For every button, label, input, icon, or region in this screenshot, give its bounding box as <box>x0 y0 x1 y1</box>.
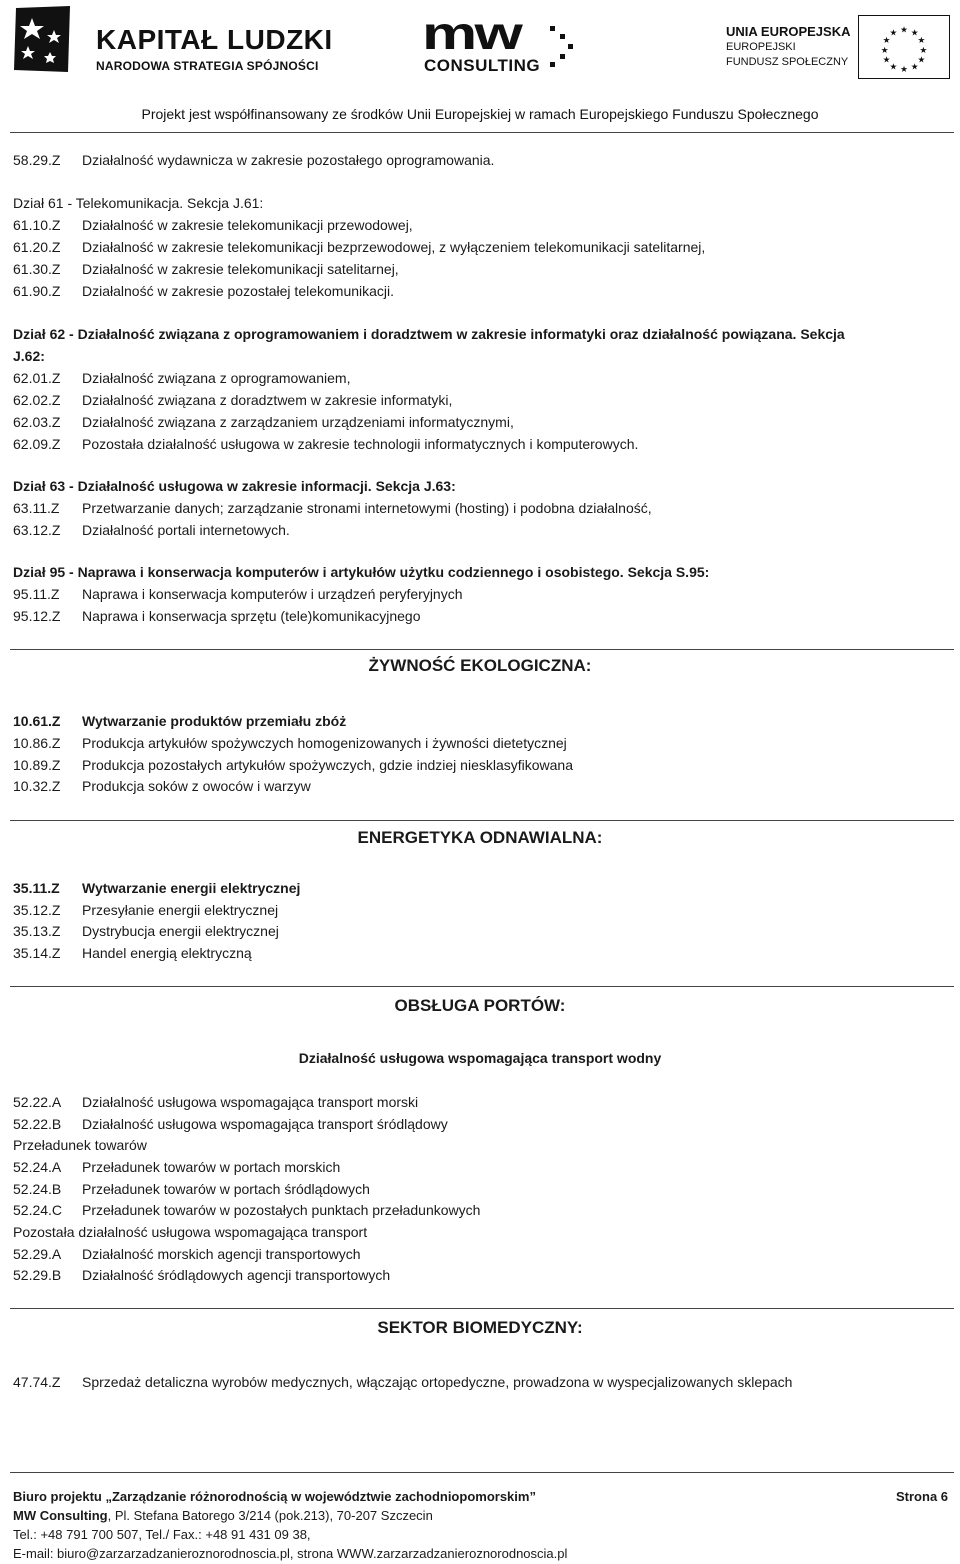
list-item <box>13 607 421 625</box>
section-title-ports: OBSŁUGA PORTÓW: <box>394 996 566 1015</box>
footer-address <box>13 1508 433 1524</box>
section-title-biomed: SEKTOR BIOMEDYCZNY: <box>377 1318 583 1337</box>
item-code: 52.22.A <box>13 1094 62 1110</box>
item-text: Działalność śródlądowych agencji transportowych <box>82 1267 391 1283</box>
list-item <box>13 901 278 919</box>
section-title-energy: ENERGETYKA ODNAWIALNA: <box>357 828 603 847</box>
item-text: Działalność związana z oprogramowaniem, <box>82 370 351 386</box>
item-code: 35.12.Z <box>13 902 61 918</box>
list-item <box>13 151 494 169</box>
item-code: 52.29.B <box>13 1267 62 1283</box>
item-text: Produkcja soków z owoców i warzyw <box>82 778 311 794</box>
kapital-ludzki-title: KAPITAŁ LUDZKI <box>96 24 333 55</box>
list-item <box>13 585 463 603</box>
mw-logo-text: mw <box>422 7 521 59</box>
item-text: Handel energią elektryczną <box>82 945 252 961</box>
list-item <box>13 922 279 940</box>
list-item <box>13 712 346 730</box>
item-text: Przesyłanie energii elektrycznej <box>82 902 279 918</box>
svg-text:★: ★ <box>882 55 891 66</box>
item-code: 61.10.Z <box>13 217 61 233</box>
footer-address-text: , Pl. Stefana Batorego 3/214 (pok.213), 70-207 Szczecin <box>107 1508 433 1523</box>
list-item <box>13 1266 390 1284</box>
item-code: 62.01.Z <box>13 370 61 386</box>
item-code: 52.24.B <box>13 1181 62 1197</box>
eu-title: UNIA EUROPEJSKA <box>726 24 851 39</box>
list-item <box>13 944 252 962</box>
page-number: Strona 6 <box>896 1489 949 1504</box>
svg-text:★: ★ <box>919 45 928 56</box>
item-text: Działalność związana z zarządzaniem urządzeniami informatycznymi, <box>82 414 514 430</box>
list-item <box>13 521 290 539</box>
item-code: 95.12.Z <box>13 608 61 624</box>
list-item <box>13 777 311 795</box>
item-text: Przeładunek towarów w pozostałych punktach przeładunkowych <box>82 1202 481 1218</box>
svg-text:★: ★ <box>882 36 891 47</box>
section-heading-dzial-62-cont: J.62: <box>13 348 45 364</box>
item-text: Wytwarzanie produktów przemiału zbóż <box>82 713 347 729</box>
item-text: Naprawa i konserwacja sprzętu (tele)komunikacyjnego <box>82 608 421 624</box>
cofinancing-note: Projekt jest współfinansowany ze środków Unii Europejskiej w ramach Europejskiego Funduszu Społecznego <box>141 106 819 122</box>
item-text: Przeładunek towarów w portach śródlądowych <box>82 1181 370 1197</box>
item-text: Działalność usługowa wspomagająca transport śródlądowy <box>82 1116 448 1132</box>
list-item <box>13 369 350 387</box>
section-title-food: ŻYWNOŚĆ EKOLOGICZNA: <box>368 656 592 675</box>
item-code: 52.29.A <box>13 1246 62 1262</box>
kapital-ludzki-emblem-icon <box>10 4 74 74</box>
mw-logo-subtitle: CONSULTING <box>424 56 541 75</box>
section-heading-dzial-61: Dział 61 - Telekomunikacja. Sekcja J.61: <box>13 195 264 211</box>
list-item <box>13 282 394 300</box>
svg-text:★: ★ <box>889 28 898 39</box>
eu-subtitle-2: FUNDUSZ SPOŁECZNY <box>726 56 849 68</box>
kapital-ludzki-subtitle: NARODOWA STRATEGIA SPÓJNOŚCI <box>96 59 319 73</box>
item-code: 63.12.Z <box>13 522 61 538</box>
section-divider <box>10 820 954 821</box>
item-text: Działalność wydawnicza w zakresie pozostałego oprogramowania. <box>82 152 495 168</box>
item-code: 35.11.Z <box>13 880 60 896</box>
svg-text:★: ★ <box>917 36 926 47</box>
item-text: Działalność usługowa wspomagająca transport morski <box>82 1094 419 1110</box>
item-code: 62.03.Z <box>13 414 61 430</box>
list-item <box>13 879 300 897</box>
section-divider <box>10 986 954 987</box>
item-code: 52.22.B <box>13 1116 62 1132</box>
item-text: Produkcja artykułów spożywczych homogenizowanych i żywności dietetycznej <box>82 735 567 751</box>
eu-subtitle-1: EUROPEJSKI <box>726 41 796 53</box>
item-code: 58.29.Z <box>13 152 61 168</box>
eu-logo <box>726 10 958 82</box>
item-code: 61.20.Z <box>13 239 61 255</box>
item-code: 61.30.Z <box>13 261 61 277</box>
page-header <box>0 0 960 135</box>
list-item <box>13 435 638 453</box>
list-item <box>13 1115 448 1133</box>
footer-project-office: Biuro projektu „Zarządzanie różnorodnością w województwie zachodniopomorskim” <box>13 1489 536 1504</box>
item-text: Sprzedaż detaliczna wyrobów medycznych, włączając ortopedyczne, prowadzona w wyspecjalizowanych sklepach <box>82 1374 793 1390</box>
item-text: Działalność morskich agencji transportowych <box>82 1246 361 1262</box>
item-code: 10.32.Z <box>13 778 61 794</box>
item-text: Działalność w zakresie telekomunikacji satelitarnej, <box>82 261 399 277</box>
group-label: Pozostała działalność usługowa wspomagająca transport <box>13 1224 368 1240</box>
header-divider <box>10 132 954 133</box>
item-code: 10.89.Z <box>13 757 61 773</box>
item-text: Działalność w zakresie pozostałej telekomunikacji. <box>82 283 395 299</box>
list-item <box>13 1245 361 1263</box>
section-subtitle-ports: Działalność usługowa wspomagająca transport wodny <box>298 1050 662 1066</box>
list-item <box>13 1180 370 1198</box>
svg-text:★: ★ <box>880 45 889 56</box>
eu-flag-icon <box>858 15 950 79</box>
item-code: 52.24.C <box>13 1202 63 1218</box>
list-item <box>13 391 452 409</box>
svg-text:★: ★ <box>910 62 919 73</box>
list-item <box>13 413 514 431</box>
svg-text:★: ★ <box>900 65 908 76</box>
item-text: Działalność w zakresie telekomunikacji bezprzewodowej, z wyłączeniem telekomunikacji satelitarnej, <box>82 239 706 255</box>
item-text: Wytwarzanie energii elektrycznej <box>82 880 301 896</box>
item-text: Przetwarzanie danych; zarządzanie stronami internetowymi (hosting) i podobna działalność, <box>82 500 652 516</box>
mw-dots-icon <box>548 22 578 72</box>
list-item <box>13 238 705 256</box>
item-text: Dystrybucja energii elektrycznej <box>82 923 279 939</box>
item-code: 62.09.Z <box>13 436 61 452</box>
item-text: Naprawa i konserwacja komputerów i urządzeń peryferyjnych <box>82 586 463 602</box>
section-divider <box>10 649 954 650</box>
footer-divider <box>10 1472 954 1473</box>
item-text: Działalność portali internetowych. <box>82 522 290 538</box>
section-heading-dzial-95: Dział 95 - Naprawa i konserwacja komputerów i artykułów użytku codziennego i osobistego. Sekcja S.95: <box>13 564 710 580</box>
footer-phone: Tel.: +48 791 700 507, Tel./ Fax.: +48 91 431 09 38, <box>13 1527 311 1542</box>
svg-text:★: ★ <box>889 62 898 73</box>
svg-text:★: ★ <box>917 55 926 66</box>
list-item <box>13 499 652 517</box>
item-code: 62.02.Z <box>13 392 61 408</box>
item-text: Działalność w zakresie telekomunikacji przewodowej, <box>82 217 413 233</box>
item-code: 10.61.Z <box>13 713 61 729</box>
footer-email: E-mail: biuro@zarzarzadzanieroznorodnoscia.pl, strona WWW.zarzarzadzanieroznorodnoscia.pl <box>13 1546 568 1561</box>
item-code: 63.11.Z <box>13 500 60 516</box>
svg-text:★: ★ <box>900 25 908 36</box>
list-item <box>13 1201 480 1219</box>
item-code: 52.24.A <box>13 1159 62 1175</box>
item-code: 47.74.Z <box>13 1374 61 1390</box>
item-code: 95.11.Z <box>13 586 60 602</box>
item-text: Produkcja pozostałych artykułów spożywczych, gdzie indziej niesklasyfikowana <box>82 757 574 773</box>
list-item <box>13 1093 418 1111</box>
svg-text:★: ★ <box>910 28 919 39</box>
item-text: Pozostała działalność usługowa w zakresie technologii informatycznych i komputerowych. <box>82 436 639 452</box>
item-code: 61.90.Z <box>13 283 61 299</box>
item-code: 35.14.Z <box>13 945 61 961</box>
section-divider <box>10 1308 954 1309</box>
list-item <box>13 1373 792 1391</box>
item-text: Działalność związana z doradztwem w zakresie informatyki, <box>82 392 453 408</box>
section-heading-dzial-63: Dział 63 - Działalność usługowa w zakresie informacji. Sekcja J.63: <box>13 478 456 494</box>
item-text: Przeładunek towarów w portach morskich <box>82 1159 341 1175</box>
list-item <box>13 216 413 234</box>
mw-consulting-logo <box>420 7 580 84</box>
group-label: Przeładunek towarów <box>13 1137 147 1153</box>
item-code: 10.86.Z <box>13 735 61 751</box>
footer-company: MW Consulting <box>13 1508 108 1523</box>
list-item <box>13 734 567 752</box>
list-item <box>13 260 399 278</box>
list-item <box>13 1158 340 1176</box>
item-code: 35.13.Z <box>13 923 61 939</box>
kapital-ludzki-logo <box>10 4 333 76</box>
list-item <box>13 756 573 774</box>
section-heading-dzial-62: Dział 62 - Działalność związana z oprogramowaniem i doradztwem w zakresie informatyki oraz działalność powiązana. Sekcja <box>13 326 845 342</box>
